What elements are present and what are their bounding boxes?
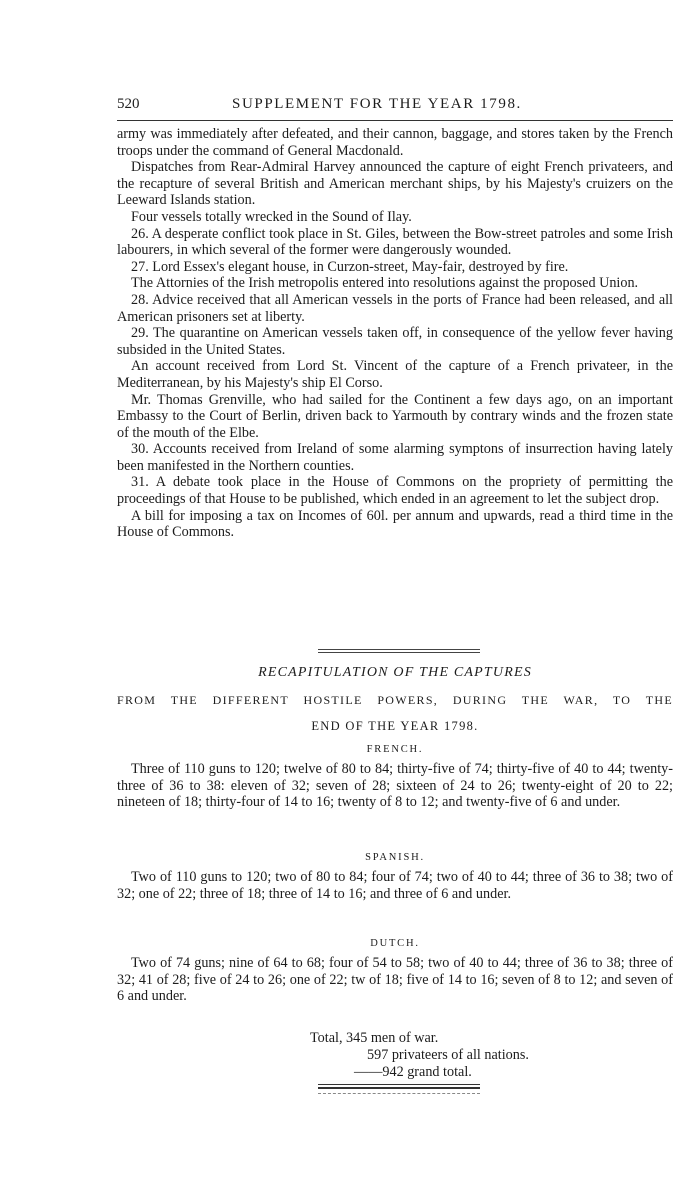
paragraph: 27. Lord Essex's elegant house, in Curzon-street, May-fair, destroyed by fire. — [131, 258, 569, 275]
section-text: Two of 74 guns; nine of 64 to 68; four of 54 to 58; two of 40 to 44; three of 36 to 38; three of 32; 41 of 28; five of 24 to 26; one of 22; tw of 18; five of 14 to 16; seven of 8 to 12; and seven of 6 and under. — [117, 955, 673, 1005]
paragraph: Mr. Thomas Grenville, who had sailed for the Continent a few days ago, on an important Embassy to the Court of Berlin, driven back to Yarmouth by contrary winds and the frozen state of the mouth of the Elbe. — [117, 391, 673, 441]
paragraph: An account received from Lord St. Vincent of the capture of a French privateer, in the Mediterranean, by his Majesty's ship El Corso. — [117, 358, 673, 391]
recap-section-french — [117, 744, 673, 811]
paragraph: The Attornies of the Irish metropolis entered into resolutions against the proposed Union. — [131, 275, 639, 292]
total-privateers: 597 privateers of all nations. — [367, 1047, 529, 1063]
page-number: 520 — [117, 96, 140, 112]
page-header — [117, 96, 673, 118]
closing-rule — [318, 1084, 480, 1085]
paragraph: 30. Accounts received from Ireland of some alarming symptons of insurrection having lately been manifested in the Northern counties. — [117, 441, 673, 474]
paragraph: A bill for imposing a tax on Incomes of 60l. per annum and upwards, read a third time in the House of Commons. — [117, 507, 673, 541]
section-text: Three of 110 guns to 120; twelve of 80 to 84; thirty-five of 74; thirty-five of 40 to 44; twenty-three of 36 to 38: eleven of 32; seven of 28; sixteen of 24 to 26; twenty-eight of 20 to 22; nineteen of 18; thirty-four of 14 to 16; twenty of 8 to 12; and twenty-five of 6 and under. — [117, 761, 673, 811]
paragraph: army was immediately after defeated, and their cannon, baggage, and stores taken by the French troops under the command of General Macdonald. — [117, 126, 673, 159]
section-divider — [318, 649, 480, 650]
paragraph: 31. A debate took place in the House of Commons on the propriety of permitting the proceedings of that House to be published, which ended in an agreement to let the subject drop. — [117, 474, 673, 508]
paragraph: 29. The quarantine on American vessels taken off, in consequence of the yellow fever having subsided in the United States. — [117, 325, 673, 358]
grand-total: ——942 grand total. — [354, 1064, 472, 1080]
section-heading: SPANISH. — [365, 852, 425, 863]
chronicle-text — [117, 126, 673, 541]
header-rule — [117, 120, 673, 121]
paragraph: Dispatches from Rear-Admiral Harvey announced the capture of eight French privateers, and the recapture of several British and American merchant ships, by his Majesty's cruizers on the Leeward Islands station. — [117, 159, 673, 209]
section-text: Two of 110 guns to 120; two of 80 to 84; four of 74; two of 40 to 44; three of 36 to 38; two of 32; one of 22; three of 18; three of 14 to 16; and three of 6 and under. — [117, 869, 673, 902]
recap-subtitle: END OF THE YEAR 1798. — [311, 719, 479, 733]
closing-rule — [318, 1093, 480, 1094]
section-heading: DUTCH. — [370, 938, 420, 949]
section-divider — [318, 652, 480, 653]
recap-section-spanish — [117, 852, 673, 902]
total-men-of-war: Total, 345 men of war. — [310, 1030, 439, 1046]
section-heading: FRENCH. — [366, 744, 424, 755]
recap-title: RECAPITULATION OF THE CAPTURES — [258, 665, 532, 680]
paragraph: Four vessels totally wrecked in the Sound of Ilay. — [131, 208, 412, 225]
paragraph: 26. A desperate conflict took place in St. Giles, between the Bow-street patroles and some Irish labourers, in which several of the former were dangerously wounded. — [117, 225, 673, 259]
running-title: SUPPLEMENT FOR THE YEAR 1798. — [232, 96, 522, 112]
recap-section-dutch — [117, 938, 673, 1005]
paragraph: 28. Advice received that all American vessels in the ports of France had been released, and all American prisoners set at liberty. — [117, 291, 673, 325]
closing-rule — [318, 1087, 480, 1089]
recap-subtitle: FROM THE DIFFERENT HOSTILE POWERS, DURING THE WAR, TO THE — [117, 693, 673, 707]
